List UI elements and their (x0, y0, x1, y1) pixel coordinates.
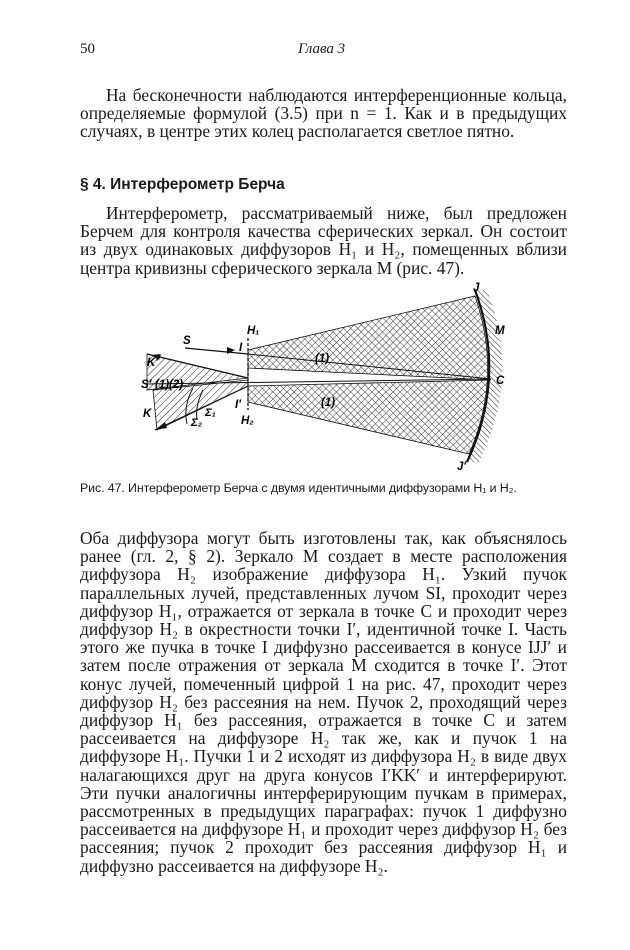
label-k-prime: K′ (147, 357, 159, 369)
section-heading: § 4. Интерферометр Берча (80, 176, 285, 193)
paragraph-description: Интерферометр, рассматриваемый ниже, был предложен Берчем для контроля качества сферических зеркал. Он состоит из двух одинаковых диффузоров H₁ и H₂, помещенных вблизи центра кривизны сферического зеркала M (рис. 47). (80, 203, 567, 278)
label-j-prime: J′ (457, 461, 467, 472)
paragraph-explanation: Оба диффузора могут быть изготовлены так, как объяснялось ранее (гл. 2, § 2). Зеркало M создает в месте расположения диффузора H₂ изображение диффузора H₁. Узкий пучок параллельных лучей, представленных лучом SI, проходит через диффузор H₁, отражается от зеркала в точке C и проходит через диффузор H₂ в окрестности точки I′, идентичной точке I. Часть этого же пучка в точке I диффузно рассеивается в конусе IJJ′ и затем после отражения от зеркала M сходится в точке I′. Этот конус лучей, помеченный цифрой 1 на рис. 47, проходит через диффузор H₂ без рассеяния на нем. Пучок 2, проходящий через диффузор H₁ без рассеяния, отражается в точке C и затем рассеивается на диффузоре H₂ так же, как и пучок 1 на диффузоре H₁. Пучки 1 и 2 исходят из диффузора H₂ в виде двух налагающихся друг на друга конусов I′KK′ и интерферируют. Эти пучки аналогичны интерферирующим пучкам в примерах, рассмотренных в предыдущих параграфах: пучок 1 диффузно рассеивается на диффузоре H₁ и проходит через диффузор H₂ без рассеяния; пучок 2 проходит без рассеяния диффузор H₁ и диффузно рассеивается на диффузоре H₂. (80, 528, 567, 876)
label-sigma-1: Σ₁ (205, 407, 216, 419)
label-c: C (496, 375, 505, 387)
label-j: J (473, 282, 480, 294)
label-beam-2-left: (2) (169, 379, 184, 391)
label-k: K (143, 408, 152, 420)
figure-caption: Рис. 47. Интерферометр Берча с двумя идентичными диффузорами H₁ и H₂. (80, 481, 517, 495)
paragraph-intro: На бесконечности наблюдаются интерференционные кольца, определяемые формулой (3.5) при n = 1. Как и в предыдущих случаях, в центре этих колец располагается светлое пятно. (80, 85, 567, 142)
label-h1: H₁ (247, 325, 260, 337)
label-m: M (495, 325, 505, 337)
label-beam-1-left: (1) (155, 379, 170, 391)
label-beam-1-upper: (1) (315, 353, 330, 365)
label-s-prime: S′ (141, 379, 152, 391)
label-beam-1-lower: (1) (321, 397, 336, 409)
label-i-prime: I′ (235, 399, 241, 411)
figure-47-diagram (135, 282, 525, 472)
page-header (80, 41, 567, 63)
chapter-title: Глава 3 (298, 41, 346, 57)
label-s: S (183, 335, 191, 347)
page-number: 50 (80, 41, 95, 57)
label-sigma-2: Σ₂ (191, 417, 203, 429)
label-i: I (239, 342, 243, 354)
label-h2: H₂ (241, 415, 254, 427)
